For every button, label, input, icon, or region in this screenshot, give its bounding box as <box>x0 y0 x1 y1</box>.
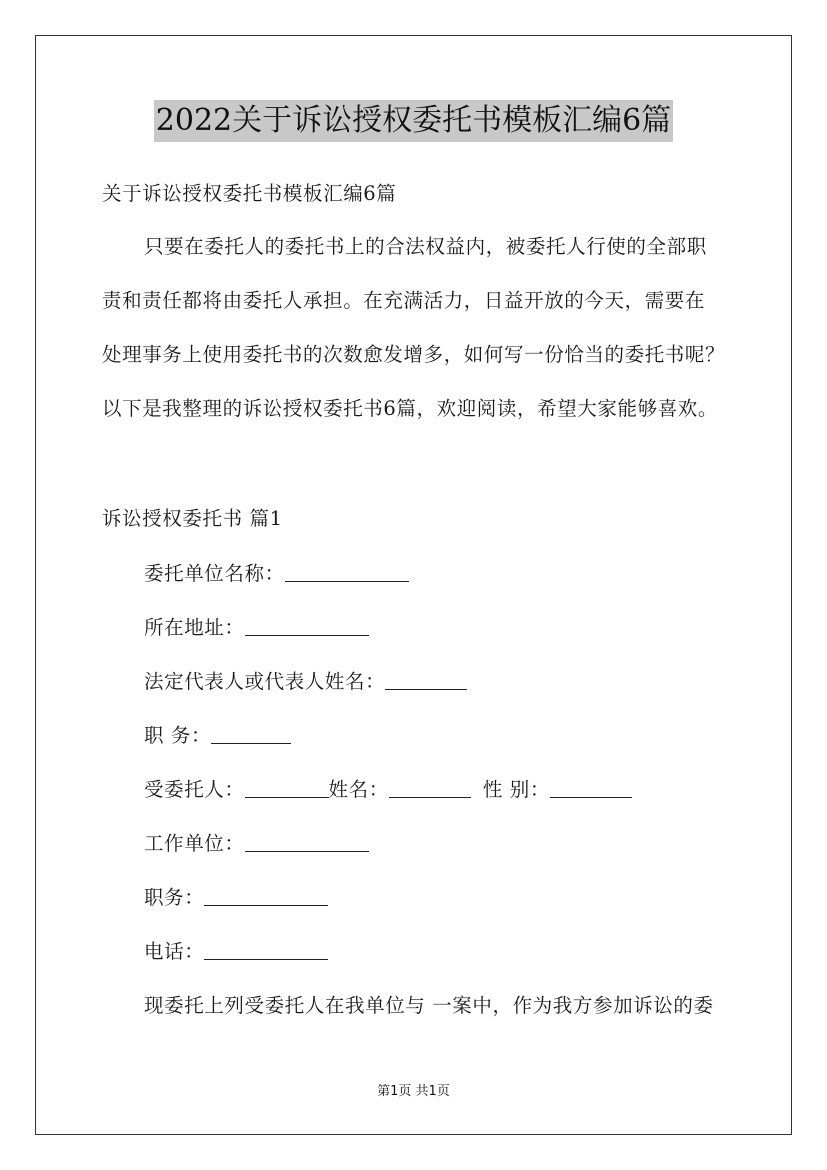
work-unit-blank[interactable] <box>245 833 369 852</box>
field-label: 职 务： <box>144 724 212 747</box>
field-legal-rep <box>144 669 467 695</box>
unit-name-blank[interactable] <box>285 563 409 582</box>
field-work-unit <box>144 831 369 857</box>
title-wrap <box>0 100 827 142</box>
legal-rep-blank[interactable] <box>385 671 467 690</box>
intro-line-4: 以下是我整理的诉讼授权委托书6篇，欢迎阅读，希望大家能够喜欢。 <box>102 397 719 420</box>
name-blank[interactable] <box>389 779 471 798</box>
field-label: 工作单位： <box>144 832 245 855</box>
field-trustee <box>144 777 632 803</box>
field-label: 委托单位名称： <box>144 562 285 585</box>
field-label: 姓名： <box>328 778 389 801</box>
field-label: 职务： <box>144 886 205 909</box>
field-phone <box>144 939 328 965</box>
field-address <box>144 615 369 641</box>
document-title: 2022关于诉讼授权委托书模板汇编6篇 <box>154 100 673 142</box>
section-heading: 诉讼授权委托书 篇1 <box>102 507 283 530</box>
field-duty <box>144 885 328 911</box>
page-footer: 第1页 共1页 <box>377 1084 450 1099</box>
address-blank[interactable] <box>245 617 369 636</box>
field-label: 法定代表人或代表人姓名： <box>144 670 386 693</box>
field-position <box>144 723 291 749</box>
trustee-blank[interactable] <box>245 779 329 798</box>
intro-line-3: 处理事务上使用委托书的次数愈发增多，如何写一份恰当的委托书呢？ <box>102 343 726 366</box>
intro-line-2: 责和责任都将由委托人承担。在充满活力，日益开放的今天，需要在 <box>102 289 706 312</box>
field-label: 电话： <box>144 940 205 963</box>
body-paragraph: 现委托上列受委托人在我单位与 一案中，作为我方参加诉讼的委 <box>144 994 714 1017</box>
field-unit-name <box>144 561 409 587</box>
intro-line-1: 只要在委托人的委托书上的合法权益内，被委托人行使的全部职 <box>144 235 707 258</box>
duty-blank[interactable] <box>204 887 328 906</box>
field-label: 受委托人： <box>144 778 245 801</box>
document-subtitle: 关于诉讼授权委托书模板汇编6篇 <box>102 182 397 205</box>
field-label: 性 别： <box>482 778 550 801</box>
position-blank[interactable] <box>211 725 291 744</box>
gender-blank[interactable] <box>550 779 632 798</box>
phone-blank[interactable] <box>204 941 328 960</box>
field-label: 所在地址： <box>144 616 245 639</box>
